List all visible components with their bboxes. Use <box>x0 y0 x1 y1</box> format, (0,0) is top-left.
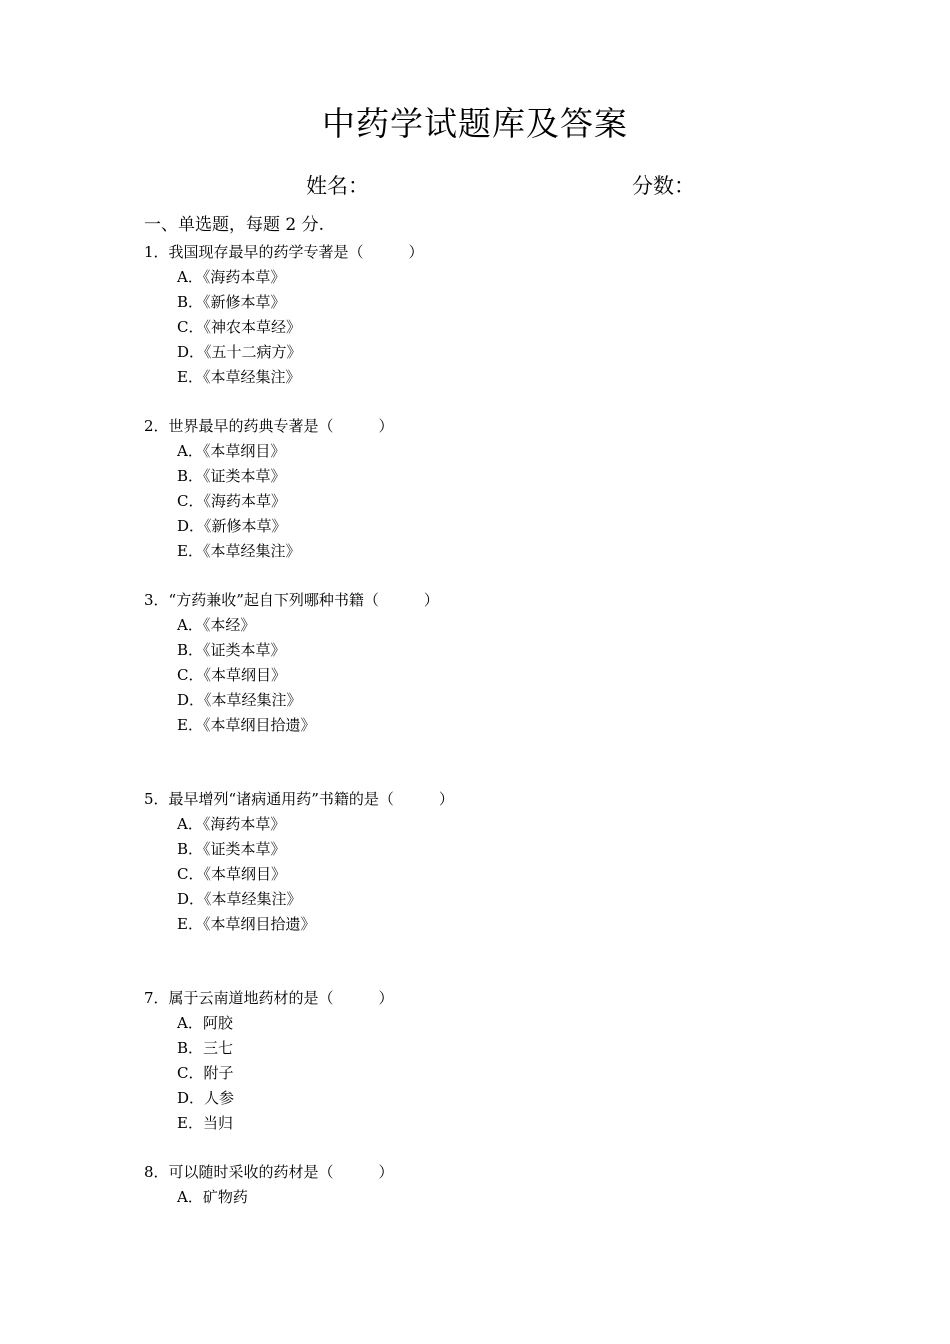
option-c: C．《本草纲目》 <box>177 666 286 684</box>
option-e: E．《本草经集注》 <box>177 368 301 386</box>
option-b: B．《新修本草》 <box>177 293 286 311</box>
option-d: D．《新修本草》 <box>177 517 287 535</box>
question-stem: 1．我国现存最早的药学专著是（ ） <box>144 243 424 261</box>
option-e: E．《本草经集注》 <box>177 542 301 560</box>
option-a: A．《海药本草》 <box>177 268 286 286</box>
option-d: D．《本草经集注》 <box>177 890 302 908</box>
option-a: A．《海药本草》 <box>177 815 286 833</box>
option-a: A．阿胶 <box>177 1014 233 1032</box>
question-list <box>144 240 844 1210</box>
option-e: E．《本草纲目拾遗》 <box>177 716 316 734</box>
option-a: A．矿物药 <box>177 1188 248 1206</box>
option-c: C．《本草纲目》 <box>177 865 286 883</box>
name-field-label: 姓名： <box>306 174 369 198</box>
option-d: D．《五十二病方》 <box>177 343 302 361</box>
question-3 <box>144 588 844 738</box>
option-b: B．《证类本草》 <box>177 467 286 485</box>
option-d: D．人参 <box>177 1089 235 1107</box>
option-b: B．三七 <box>177 1039 234 1057</box>
option-e: E．《本草纲目拾遗》 <box>177 915 316 933</box>
question-8 <box>144 1160 844 1210</box>
question-1 <box>144 240 844 390</box>
question-5 <box>144 787 844 937</box>
score-field-label: 分数： <box>632 174 695 198</box>
option-c: C．《海药本草》 <box>177 492 286 510</box>
question-7 <box>144 986 844 1136</box>
question-stem: 5．最早增列“诸病通用药”书籍的是（ ） <box>144 790 454 808</box>
option-a: A．《本经》 <box>177 616 256 634</box>
question-stem: 7．属于云南道地药材的是（ ） <box>144 989 394 1007</box>
document-title: 中药学试题库及答案 <box>322 104 628 143</box>
option-b: B．《证类本草》 <box>177 840 286 858</box>
option-a: A．《本草纲目》 <box>177 442 286 460</box>
question-stem: 2．世界最早的药典专著是（ ） <box>144 417 394 435</box>
option-e: E．当归 <box>177 1114 233 1132</box>
option-d: D．《本草经集注》 <box>177 691 302 709</box>
question-stem: 8．可以随时采收的药材是（ ） <box>144 1163 394 1181</box>
option-b: B．《证类本草》 <box>177 641 286 659</box>
option-c: C．附子 <box>177 1064 234 1082</box>
question-2 <box>144 414 844 564</box>
section-heading: 一、单选题，每题 2 分. <box>144 215 325 235</box>
question-stem: 3．“方药兼收”起自下列哪种书籍（ ） <box>144 591 439 609</box>
option-c: C．《神农本草经》 <box>177 318 301 336</box>
